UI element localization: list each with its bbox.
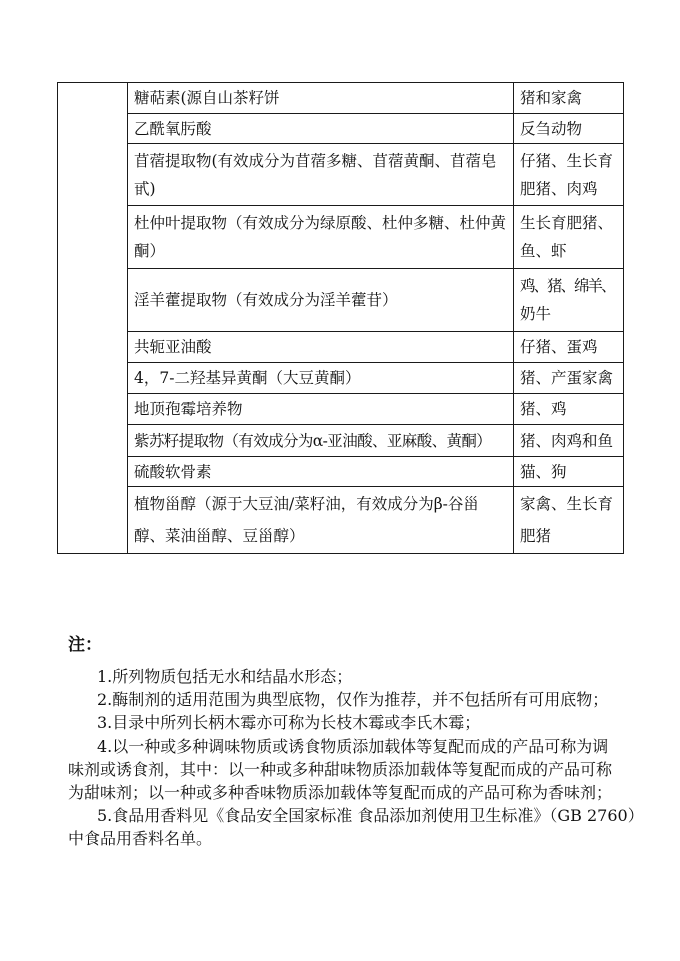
target-animals: 家禽、生长育	[520, 495, 614, 513]
substance-cell	[128, 144, 514, 206]
substance-name: 淫羊藿提取物（有效成分为淫羊藿苷）	[134, 291, 398, 309]
target-animals-continued: 奶牛	[520, 305, 552, 323]
substance-cell	[128, 114, 514, 144]
target-animals-continued: 鱼、虾	[520, 242, 567, 260]
substance-name: 杜仲叶提取物（有效成分为绿原酸、杜仲多糖、杜仲黄	[134, 214, 507, 232]
substance-name-continued: 甙)	[134, 179, 156, 198]
substance-name: 地顶孢霉培养物	[134, 400, 243, 418]
table-row	[58, 114, 624, 144]
target-animals: 猪、鸡	[520, 400, 567, 418]
substance-cell	[128, 457, 514, 487]
target-animals-cell	[514, 206, 624, 269]
note-line: 3.目录中所列长柄木霉亦可称为长枝木霉或李氏木霉；	[97, 713, 481, 733]
substance-name: 植物甾醇（源于大豆油/菜籽油，有效成分为β-谷甾	[134, 495, 479, 513]
target-animals-cell	[514, 332, 624, 363]
note-line-continued: 中食品用香料名单。	[68, 829, 213, 849]
note-item	[68, 711, 628, 734]
target-animals-continued: 肥猪	[520, 527, 552, 545]
note-item	[68, 665, 628, 688]
note-item	[68, 735, 628, 805]
substance-cell	[128, 394, 514, 425]
target-animals-cell	[514, 83, 624, 114]
note-line: 2.酶制剂的适用范围为典型底物，仅作为推荐，并不包括所有可用底物；	[97, 690, 609, 710]
table-row	[58, 332, 624, 363]
table-row	[58, 206, 624, 269]
substance-name-continued: 醇、菜油甾醇、豆甾醇）	[134, 527, 305, 545]
table-row	[58, 457, 624, 487]
target-animals: 鸡、猪、绵羊、	[520, 277, 615, 295]
table-row	[58, 425, 624, 457]
substance-name-continued: 酮）	[134, 242, 166, 260]
target-animals: 反刍动物	[520, 119, 583, 138]
notes-heading: 注：	[68, 635, 102, 655]
target-animals-cell	[514, 425, 624, 457]
note-line-continued: 为甜味剂；以一种或多种香味物质添加载体等复配而成的产品可称为香味剂；	[68, 783, 613, 803]
table-row	[58, 363, 624, 394]
target-animals-cell	[514, 114, 624, 144]
table-row	[58, 394, 624, 425]
target-animals: 生长育肥猪、	[520, 214, 614, 232]
additive-table	[57, 82, 624, 554]
target-animals: 仔猪、蛋鸡	[520, 338, 598, 356]
target-animals: 猫、狗	[520, 462, 567, 481]
table-row	[58, 144, 624, 206]
note-item	[68, 804, 644, 850]
table-row	[58, 83, 624, 114]
target-animals-cell	[514, 487, 624, 554]
note-line: 4.以一种或多种调味物质或诱食物质添加载体等复配而成的产品可称为调	[97, 736, 609, 756]
table-row	[58, 487, 624, 554]
target-animals: 猪、肉鸡和鱼	[520, 431, 614, 450]
note-line: 1.所列物质包括无水和结晶水形态；	[97, 667, 353, 686]
category-cell	[58, 83, 128, 554]
target-animals-cell	[514, 363, 624, 394]
substance-cell	[128, 425, 514, 457]
note-line: 5.食品用香料见《食品安全国家标准 食品添加剂使用卫生标准》（GB 2760）	[97, 806, 644, 826]
substance-name: 4，7-二羟基异黄酮（大豆黄酮）	[134, 369, 361, 387]
target-animals-continued: 肥猪、肉鸡	[520, 179, 598, 198]
table-row	[58, 269, 624, 332]
substance-cell	[128, 487, 514, 554]
substance-name: 乙酰氧肟酸	[134, 119, 212, 138]
substance-name: 硫酸软骨素	[134, 462, 212, 481]
target-animals: 仔猪、生长育	[520, 151, 614, 170]
substance-cell	[128, 363, 514, 394]
substance-cell	[128, 83, 514, 114]
target-animals: 猪、产蛋家禽	[520, 369, 614, 387]
substance-cell	[128, 332, 514, 363]
substance-name: 苜蓿提取物(有效成分为苜蓿多糖、苜蓿黄酮、苜蓿皂	[134, 151, 497, 170]
substance-name: 共轭亚油酸	[134, 338, 212, 356]
note-line-continued: 味剂或诱食剂，其中：以一种或多种甜味物质添加载体等复配而成的产品可称	[68, 759, 613, 779]
target-animals-cell	[514, 269, 624, 332]
substance-cell	[128, 206, 514, 269]
substance-name: 紫苏籽提取物（有效成分为α-亚油酸、亚麻酸、黄酮）	[134, 431, 492, 450]
substance-cell	[128, 269, 514, 332]
target-animals-cell	[514, 394, 624, 425]
target-animals-cell	[514, 457, 624, 487]
note-item	[68, 688, 628, 711]
substance-name: 糖萜素(源自山茶籽饼	[134, 89, 280, 107]
notes-section	[68, 633, 644, 851]
target-animals: 猪和家禽	[520, 89, 583, 107]
target-animals-cell	[514, 144, 624, 206]
